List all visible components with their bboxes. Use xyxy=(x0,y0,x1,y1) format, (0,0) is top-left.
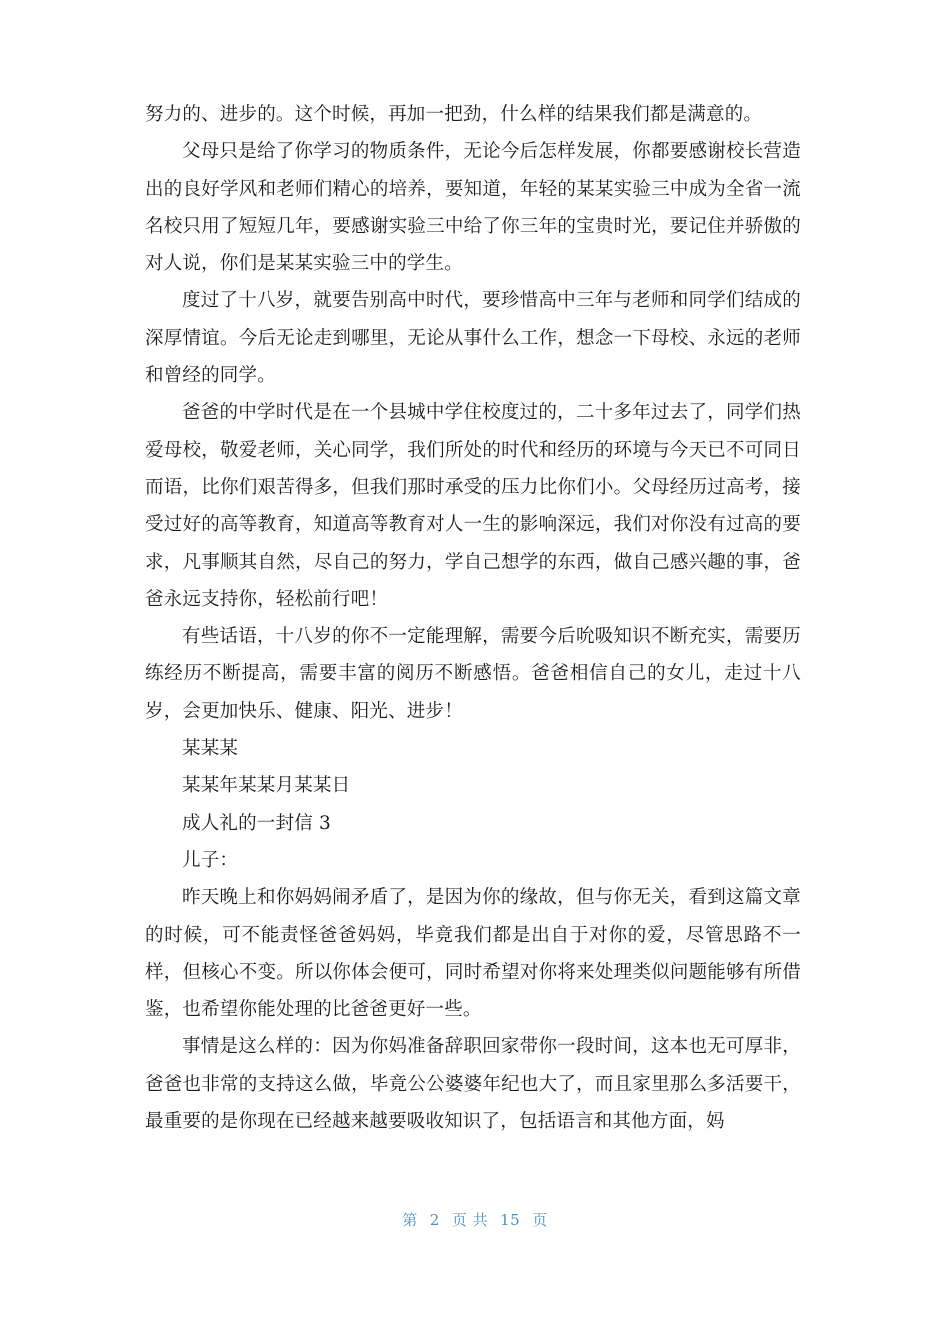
footer-page-number: 2 xyxy=(429,1211,440,1229)
paragraph-argument: 昨天晚上和你妈妈闹矛盾了，是因为你的缘故，但与你无关，看到这篇文章的时候，可不能责怪爸爸妈妈，毕竟我们都是出自于对你的爱，尽管思路不一样，但核心不变。所以你体会便可，同时希望对你将来处理类似问题能够有所借鉴，也希望你能处理的比爸爸更好一些。 xyxy=(145,887,801,1021)
paragraph-explanation: 事情是这么样的：因为你妈准备辞职回家带你一段时间，这本也无可厚非，爸爸也非常的支持这么做，毕竟公公婆婆年纪也大了，而且家里那么多活要干，最重要的是你现在已经越来越要吸收知识了，包括语言和其他方面，妈 xyxy=(145,1036,801,1133)
document-body xyxy=(145,96,801,1140)
footer-total-pages: 15 xyxy=(500,1211,521,1229)
letter-salutation: 儿子： xyxy=(182,849,239,871)
paragraph-eighteen: 有些话语，十八岁的你不一定能理解，需要今后吮吸知识不断充实，需要历练经历不断提高，需要丰富的阅历不断感悟。爸爸相信自己的女儿，走过十八岁，会更加快乐、健康、阳光、进步！ xyxy=(145,626,801,722)
signature-name: 某某某 xyxy=(182,738,239,760)
paragraph-friendship: 度过了十八岁，就要告别高中时代，要珍惜高中三年与老师和同学们结成的深厚情谊。今后无论走到哪里，无论从事什么工作，想念一下母校、永远的老师和曾经的同学。 xyxy=(145,290,801,387)
signature-date: 某某年某某月某某日 xyxy=(182,775,351,797)
footer-suffix: 页 xyxy=(532,1211,548,1229)
paragraph-thanks-school: 父母只是给了你学习的物质条件，无论今后怎样发展，你都要感谢校长营造出的良好学风和老师们精心的培养，要知道，年轻的某某实验三中成为全省一流名校只用了短短几年，要感谢实验三中给了你三年的宝贵时光，要记住并骄傲的对人说，你们是某某实验三中的学生。 xyxy=(145,141,801,275)
footer-middle: 页 共 xyxy=(451,1211,489,1229)
paragraph-continuation: 努力的、进步的。这个时候，再加一把劲，什么样的结果我们都是满意的。 xyxy=(145,104,763,125)
paragraph-father-school-days: 爸爸的中学时代是在一个县城中学住校度过的，二十多年过去了，同学们热爱母校，敬爱老师，关心同学，我们所处的时代和经历的环境与今天已不可同日而语，比你们艰苦得多，但我们那时承受的压力比你们小。父母经历过高考，接受过好的高等教育，知道高等教育对人一生的影响深远，我们对你没有过高的要求，凡事顺其自然，尽自己的努力，学自己想学的东西，做自己感兴趣的事，爸爸永远支持你，轻松前行吧！ xyxy=(145,402,801,610)
page-footer xyxy=(0,1209,950,1230)
footer-prefix: 第 xyxy=(402,1211,418,1229)
letter-heading: 成人礼的一封信 3 xyxy=(182,812,331,834)
